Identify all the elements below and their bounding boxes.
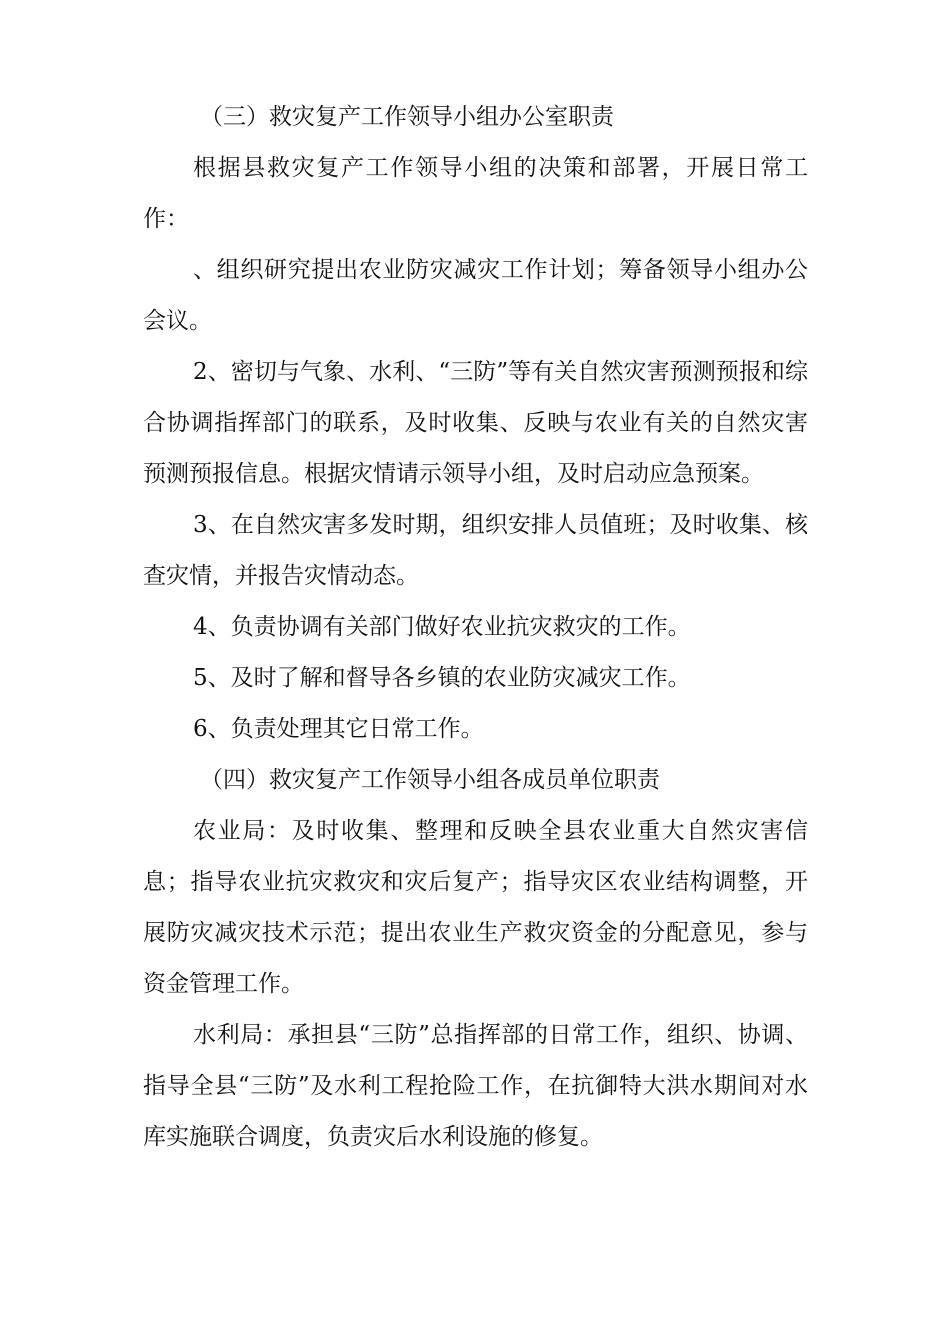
paragraph-item-2: 2、密切与气象、水利、“三防”等有关自然灾害预测预报和综合协调指挥部门的联系，及时收集、反映与农业有关的自然灾害预测预报信息。根据灾情请示领导小组，及时启动应急预案。 xyxy=(143,359,808,487)
paragraph-water-bureau: 水利局：承担县“三防”总指挥部的日常工作，组织、协调、指导全县“三防”及水利工程抢险工作，在抗御特大洪水期间对水库实施联合调度，负责灾后水利设施的修复。 xyxy=(143,1022,808,1150)
paragraph-item-3: 3、在自然灾害多发时期，组织安排人员值班；及时收集、核查灾情，并报告灾情动态。 xyxy=(143,512,808,589)
paragraph-item-5: 5、及时了解和督导各乡镇的农业防灾减灾工作。 xyxy=(193,665,691,691)
paragraph-item-1: 、组织研究提出农业防灾减灾工作计划；筹备领导小组办公会议。 xyxy=(143,257,808,334)
paragraph-intro: 根据县救灾复产工作领导小组的决策和部署，开展日常工作： xyxy=(143,155,808,232)
section-heading-office-duties: （三）救灾复产工作领导小组办公室职责 xyxy=(200,104,614,130)
paragraph-agriculture-bureau: 农业局：及时收集、整理和反映全县农业重大自然灾害信息；指导农业抗灾救灾和灾后复产；指导灾区农业结构调整，开展防灾减灾技术示范；提出农业生产救灾资金的分配意见，参与资金管理工作。 xyxy=(143,818,808,997)
document-body xyxy=(143,92,808,1163)
paragraph-item-4: 4、负责协调有关部门做好农业抗灾救灾的工作。 xyxy=(193,614,691,640)
section-heading-member-duties: （四）救灾复产工作领导小组各成员单位职责 xyxy=(200,767,660,793)
paragraph-item-6: 6、负责处理其它日常工作。 xyxy=(193,716,484,742)
